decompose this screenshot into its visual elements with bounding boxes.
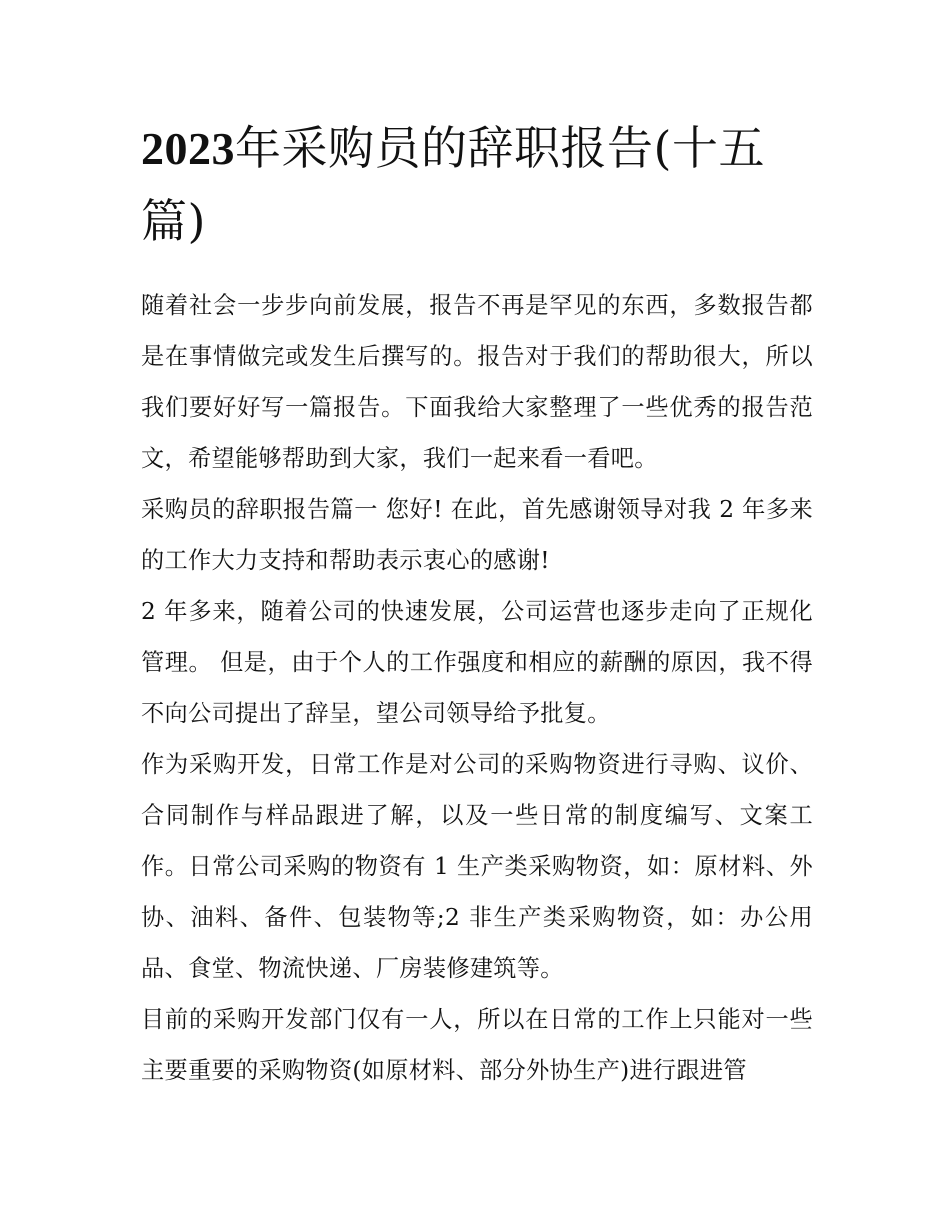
paragraph-intro: 随着社会一步步向前发展，报告不再是罕见的东西，多数报告都是在事情做完或发生后撰写的。报告对于我们的帮助很大，所以我们要好好写一篇报告。下面我给大家整理了一些优秀的报告范文，希望能够帮助到大家，我们一起来看一看吧。	[141, 292, 813, 472]
document-title	[141, 112, 813, 258]
title-year: 2023	[141, 123, 235, 174]
document-page	[141, 112, 813, 1096]
paragraph-duties: 作为采购开发，日常工作是对公司的采购物资进行寻购、议价、合同制作与样品跟进了解，以及一些日常的制度编写、文案工作。日常公司采购的物资有 1 生产类采购物资，如：原材料、外协、油料、备件、包装物等;2 非生产类采购物资，如：办公用品、食堂、物流快递、厂房装修建筑等。	[141, 751, 813, 982]
paragraph-department: 目前的采购开发部门仅有一人，所以在日常的工作上只能对一些主要重要的采购物资(如原材料、部分外协生产)进行跟进管	[141, 1006, 813, 1084]
title-text: 年采购员的辞职报告(十五篇)	[141, 121, 765, 248]
paragraph-reason: 2 年多来，随着公司的快速发展，公司运营也逐步走向了正规化管理。 但是，由于个人的工作强度和相应的薪酬的原因，我不得不向公司提出了辞呈，望公司领导给予批复。	[141, 598, 813, 727]
paragraph-greeting: 采购员的辞职报告篇一 您好! 在此，首先感谢领导对我 2 年多来的工作大力支持和帮助表示衷心的感谢!	[141, 496, 813, 574]
